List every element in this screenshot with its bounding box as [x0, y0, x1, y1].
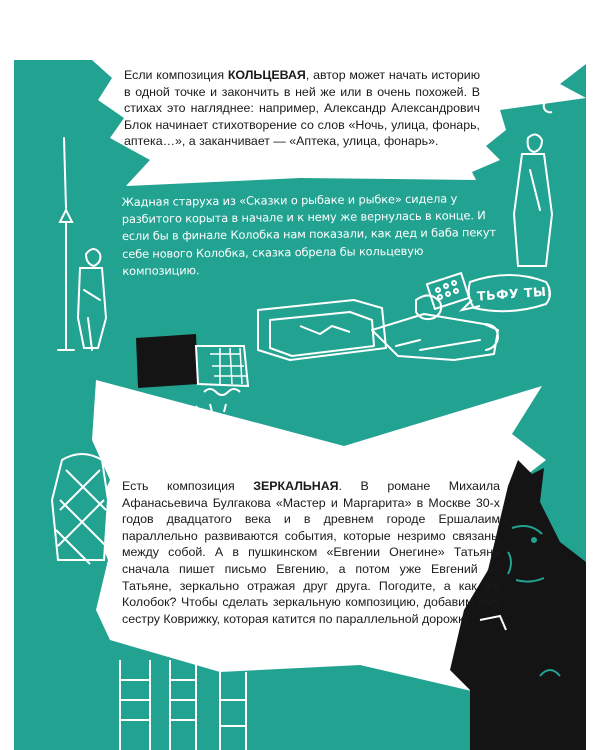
ring-composition-paragraph	[124, 67, 480, 150]
mirror-body: . В романе Михаила Афанасьевича Булгакова «Мастер и Маргарита» в Москве 30-х годов двадцатого века и в древнем городе Ершалаим параллельно развиваются события, которые незримо связаны между собой. А в пушкинском «Евгении Онегине» Татьяна сначала пишет письмо Евгению, а потом уже Евгений — Татьяне, зеркально отражая друг друга. Погодите, а как же Колобок? Чтобы сделать зеркальную композицию, добавим ему сестру Коврижку, которая катится по параллельной дорожке.	[122, 479, 500, 626]
mirror-composition-paragraph	[122, 478, 500, 627]
mirror-intro: Есть композиция	[122, 479, 254, 493]
mirror-term: ЗЕРКАЛЬНАЯ	[253, 479, 339, 493]
ring-term: КОЛЬЦЕВАЯ	[227, 68, 306, 82]
fairy-tale-handwritten-note: Жадная старуха из «Сказки о рыбаке и рыбке» сидела у разбитого корыта в начале и к нему же вернулась в конце. И если бы в финале Колобка нам показали, как дед и баба пекут себе нового Колобка, сказка обрела бы кольцевую композицию.	[121, 191, 497, 278]
ring-intro: Если композиция	[124, 68, 228, 82]
speech-bubble-text: ТЬФУ ТЫ!	[476, 283, 554, 304]
ring-body: , автор может начать историю в одной точке и закончить в ней же или в очень похожей. В стихах это нагляднее: например, Александр Александрович Блок начинает стихотворение со слов «Ночь, улица, фонарь, аптека…», а заканчивает — «Аптека, улица, фонарь».	[124, 68, 480, 149]
plaid-figure	[52, 454, 108, 564]
